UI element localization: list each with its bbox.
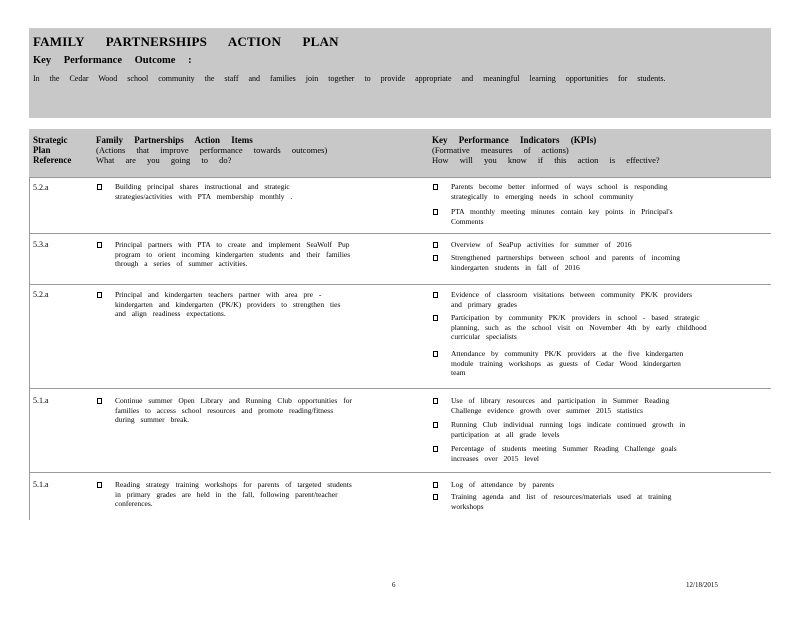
header-action-sub: What are you going to do? (96, 155, 232, 165)
action-line: in primary grades are held in the fall, following parent/teacher (115, 489, 338, 499)
row-action (115, 396, 415, 425)
bullet-icon (433, 292, 438, 298)
action-line: Reading strategy training workshops for parents of targeted students (115, 480, 352, 489)
left-border (29, 177, 30, 520)
title-banner (29, 28, 771, 118)
row-action (115, 290, 415, 319)
row-kpi (451, 182, 751, 201)
header-ref-line: Reference (33, 155, 72, 165)
action-line: Principal partners with PTA to create and implement SeaWolf Pup (115, 240, 350, 249)
row-action (115, 240, 415, 269)
row-ref: 5.2.a (33, 183, 49, 192)
row-divider (29, 472, 771, 473)
action-line: strategies/activities with PTA membership monthly . (115, 191, 293, 201)
kpi-line: strategically to emerging needs in school community (451, 191, 634, 201)
header-ref-line: Plan (33, 145, 51, 155)
kpi-line: planning, such as the school visit on November 4th by early childhood (451, 322, 707, 332)
row-kpi (451, 240, 751, 250)
row-ref: 5.1.a (33, 480, 49, 489)
kpi-line: Training agenda and list of resources/materials used at training (451, 492, 672, 501)
row-kpi (451, 253, 751, 272)
bullet-icon (97, 292, 102, 298)
kpi-line: kindergarten students in fall of 2016 (451, 262, 580, 272)
row-ref: 5.2.a (33, 290, 49, 299)
action-line: during summer break. (115, 415, 190, 425)
header-ref (33, 135, 71, 165)
kpi-line: Evidence of classroom visitations between community PK/K providers (451, 290, 693, 299)
row-kpi (451, 396, 751, 415)
row-kpi (451, 492, 751, 511)
action-line: families to access school resources and promote reading/fitness (115, 405, 334, 415)
kpi-line: Challenge evidence growth over summer 2015 statistics (451, 405, 643, 415)
page-title: FAMILY PARTNERSHIPS ACTION PLAN (33, 34, 339, 49)
kpo-label: Key Performance Outcome : (33, 55, 192, 66)
kpi-line: Parents become better informed of ways school is responding (451, 182, 668, 191)
action-line: Building principal shares instructional and strategic (115, 182, 290, 191)
header-action-title: Family Partnerships Action Items (96, 135, 253, 145)
action-line: program to orient incoming kindergarten students and their families (115, 249, 351, 259)
kpi-line: Percentage of students meeting Summer Reading Challenge goals (451, 444, 677, 453)
kpi-line: and primary grades (451, 299, 517, 309)
table-header (29, 129, 771, 177)
action-line: Principal and kindergarten teachers partner with area pre - (115, 290, 322, 299)
bullet-icon (97, 184, 102, 190)
action-line: and align readiness expectations. (115, 309, 226, 319)
kpi-line: increases over 2015 level (451, 453, 540, 463)
kpi-line: PTA monthly meeting minutes contain key points in Principal's (451, 207, 673, 216)
bullet-icon (433, 315, 438, 321)
header-kpi-sub: How will you know if this action is effective? (432, 155, 660, 165)
row-divider (29, 284, 771, 285)
row-ref: 5.3.a (33, 240, 49, 249)
bullet-icon (433, 446, 438, 452)
row-kpi (451, 349, 751, 378)
row-kpi (451, 313, 751, 342)
row-action (115, 182, 415, 201)
bullet-icon (433, 494, 438, 500)
kpi-line: workshops (451, 501, 484, 511)
action-line: Continue summer Open Library and Running Club opportunities for (115, 396, 352, 405)
bullet-icon (97, 482, 102, 488)
bullet-icon (433, 422, 438, 428)
row-kpi (451, 444, 751, 463)
header-action (96, 135, 327, 165)
bullet-icon (433, 242, 438, 248)
header-kpi-sub: (Formative measures of actions) (432, 145, 569, 155)
header-kpi-title: Key Performance Indicators (KPIs) (432, 135, 597, 145)
bullet-icon (433, 209, 438, 215)
bullet-icon (433, 482, 438, 488)
bullet-icon (97, 398, 102, 404)
row-kpi (451, 420, 751, 439)
header-kpi (432, 135, 660, 165)
row-kpi (451, 290, 751, 309)
kpi-line: Strengthened partnerships between school and parents of incoming (451, 253, 680, 262)
bullet-icon (433, 184, 438, 190)
kpi-line: Running Club individual running logs indicate continued growth in (451, 420, 686, 429)
kpi-line: Overview of SeaPup activities for summer of 2016 (451, 240, 632, 249)
row-divider (29, 388, 771, 389)
kpi-line: curricular specialists (451, 332, 517, 342)
kpi-line: participation at all grade levels (451, 429, 560, 439)
header-ref-line: Strategic (33, 135, 68, 145)
bullet-icon (433, 351, 438, 357)
action-line: through a series of summer activities. (115, 259, 248, 269)
kpi-line: Use of library resources and participation in Summer Reading (451, 396, 670, 405)
page-number: 6 (392, 581, 396, 589)
kpi-line: Log of attendance by parents (451, 480, 555, 489)
action-line: kindergarten and kindergarten (PK/K) providers to strengthen ties (115, 299, 341, 309)
bullet-icon (433, 398, 438, 404)
bullet-icon (97, 242, 102, 248)
header-action-sub: (Actions that improve performance towards outcomes) (96, 145, 328, 155)
row-divider (29, 177, 771, 178)
row-ref: 5.1.a (33, 396, 49, 405)
row-kpi (451, 207, 751, 226)
bullet-icon (433, 255, 438, 261)
kpi-line: Attendance by community PK/K providers at the five kindergarten (451, 349, 684, 358)
kpi-line: Comments (451, 216, 484, 226)
kpo-text: In the Cedar Wood school community the staff and families join together to provide appropriate and meaningful learning opportunities for students. (33, 74, 666, 83)
row-action (115, 480, 415, 509)
action-line: conferences. (115, 499, 153, 509)
kpi-line: Participation by community PK/K providers in school - based strategic (451, 313, 700, 322)
footer-date: 12/18/2015 (686, 581, 718, 589)
kpi-line: module training workshops as guests of Cedar Wood kindergarten (451, 358, 681, 368)
kpi-line: team (451, 368, 466, 378)
row-kpi (451, 480, 751, 490)
row-divider (29, 233, 771, 234)
